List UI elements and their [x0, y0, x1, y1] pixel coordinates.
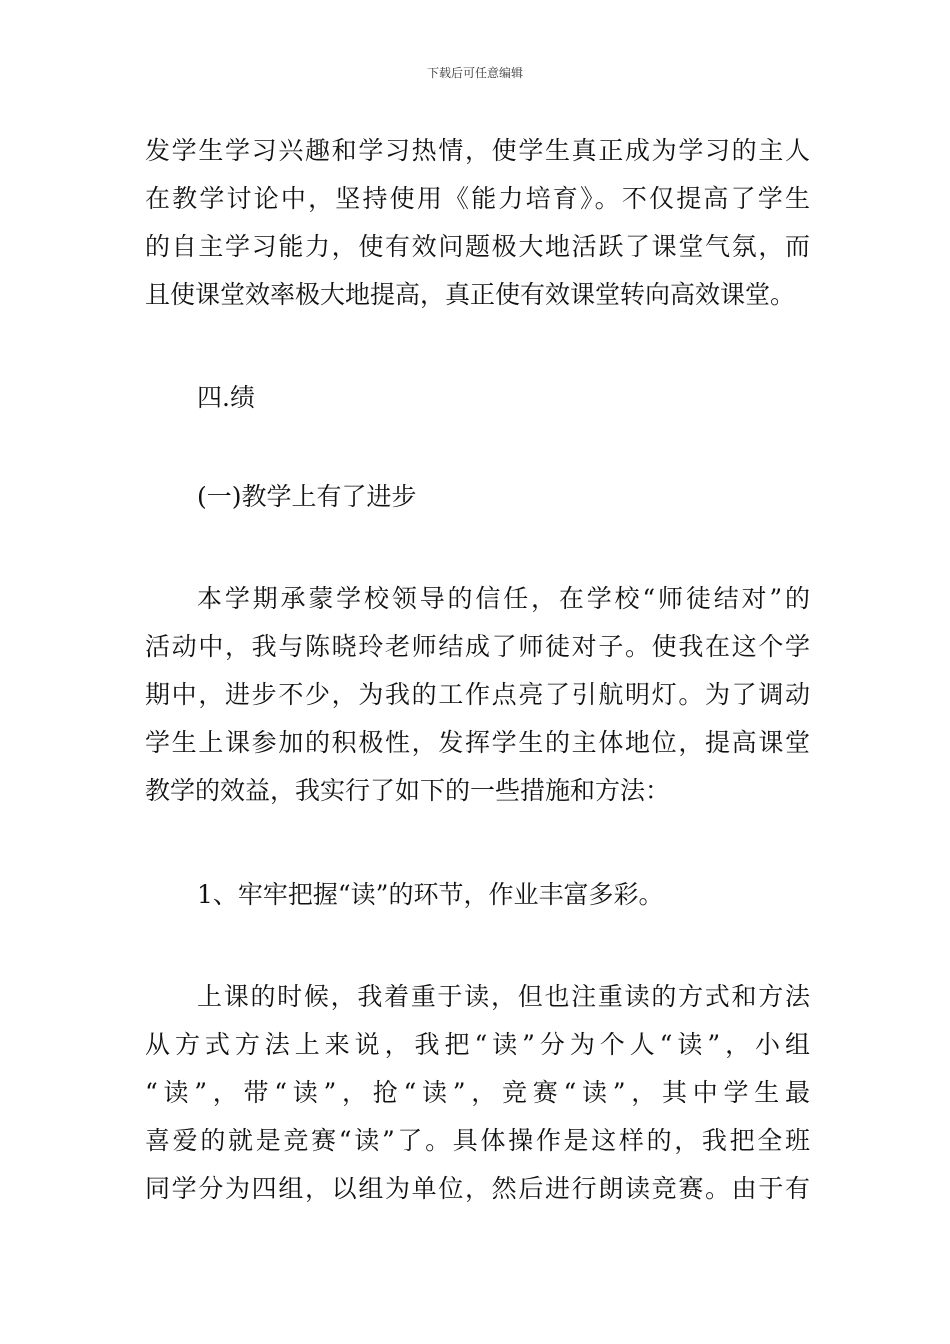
paragraph-line: 本学期承蒙学校领导的信任，在学校“师徒结对”的	[197, 584, 810, 613]
paragraph-3	[145, 973, 810, 1213]
paragraph-line: 教学的效益，我实行了如下的一些措施和方法：	[145, 776, 671, 805]
paragraph-line: 在教学讨论中，坚持使用《能力培育》。不仅提高了学生	[145, 184, 810, 213]
paragraph-line: 且使课堂效率极大地提高，真正使有效课堂转向高效课堂。	[145, 280, 796, 309]
page-header: 下载后可任意编辑	[426, 66, 523, 80]
paragraph-line: 的自主学习能力，使有效问题极大地活跃了课堂气氛，而	[145, 232, 810, 261]
subsection-heading: (一)教学上有了进步	[197, 482, 417, 511]
paragraph-line: 活动中，我与陈晓玲老师结成了师徒对子。使我在这个学	[145, 632, 810, 661]
paragraph-line: 上课的时候，我着重于读，但也注重读的方式和方法	[197, 982, 810, 1011]
section-heading: 四.绩	[197, 383, 255, 412]
paragraph-line: 喜爱的就是竞赛“读”了。具体操作是这样的，我把全班	[145, 1126, 810, 1155]
item-heading: 1、牢牢把握“读”的环节，作业丰富多彩。	[197, 880, 664, 909]
paragraph-line: 学生上课参加的积极性，发挥学生的主体地位，提高课堂	[145, 728, 810, 757]
paragraph-line: 从方式方法上来说，我把“读”分为个人“读”，小组	[145, 1030, 810, 1059]
paragraph-1	[145, 127, 810, 319]
paragraph-line: 同学分为四组，以组为单位，然后进行朗读竞赛。由于有	[145, 1174, 810, 1203]
paragraph-line: 发学生学习兴趣和学习热情，使学生真正成为学习的主人	[145, 136, 810, 165]
paragraph-2	[145, 575, 810, 815]
paragraph-line: 期中，进步不少，为我的工作点亮了引航明灯。为了调动	[145, 680, 810, 709]
paragraph-line: “读”，带“读”，抢“读”，竞赛“读”，其中学生最	[145, 1078, 810, 1107]
